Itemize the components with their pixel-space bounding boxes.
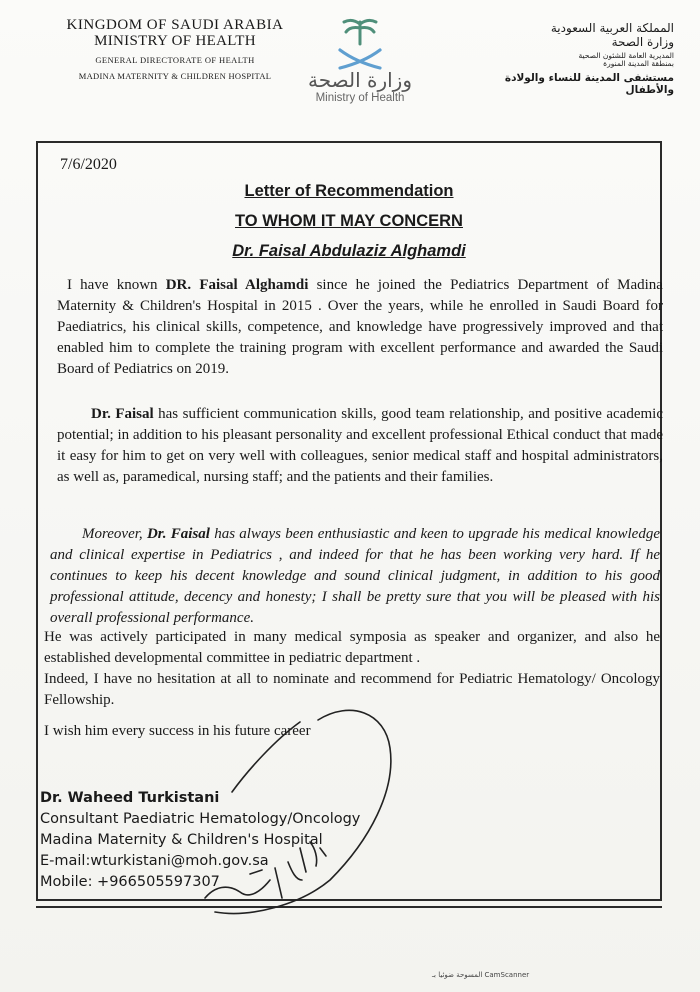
paragraph-2-text: has sufficient communication skills, good team relationship, and positive academic potential; in addition to his pleasant personality and excellent professional Ethical conduct that made it easy for him to get on very well with colleagues, senior medical staff and hospital administrators, as well as, paramedical, nursing staff; and the patients and their families.	[57, 406, 663, 485]
paragraph-1-text: since he joined the Pediatrics Department of Madina Maternity & Children's Hospital in 2015 . Over the years, while he enrolled in Saudi Board for Paediatrics, his clinical skills, competence, and knowledge have progressively improved and that enabled him to complete the training program with excellent performance and awarded the Saudi Board of Pediatrics on 2019.	[57, 277, 663, 377]
scanner-watermark: المسوحة ضوئيا بـ CamScanner	[432, 971, 530, 979]
hospital-name-arabic: مستشفى المدينة للنساء والولادة والأطفال	[504, 71, 674, 96]
signatory-mobile: Mobile: +966505597307	[40, 874, 220, 890]
signatory-name: Dr. Waheed Turkistani	[40, 790, 220, 806]
kingdom-name-arabic: المملكة العربية السعودية	[550, 21, 674, 35]
bottom-rule	[36, 906, 662, 908]
ministry-name-arabic: وزارة الصحة	[611, 34, 674, 49]
letterhead-english	[40, 18, 310, 81]
paragraph-3-intro: Moreover,	[82, 526, 147, 542]
hospital-name: MADINA MATERNITY & CHILDREN HOSPITAL	[78, 71, 272, 82]
paragraph-1-intro: I have known	[67, 277, 166, 293]
palm-swords-logo-icon	[328, 14, 392, 72]
letterhead-arabic	[474, 22, 674, 96]
paragraph-6: I wish him every success in his future career	[44, 723, 311, 739]
paragraph-3	[50, 524, 660, 629]
ministry-name: MINISTRY OF HEALTH	[94, 32, 256, 49]
paragraph-3-text: has always been enthusiastic and keen to upgrade his medical knowledge and clinical expertise in Pediatrics , and indeed for that he has been working very hard. If he continues to keep his decent knowledge and sound clinical judgment, in addition to his good professional attitude, decency and honesty; I shall be pretty sure that you will be pleased with his overall professional performance.	[50, 526, 660, 626]
signatory-email: E-mail:wturkistani@moh.gov.sa	[40, 853, 269, 869]
ministry-logo	[305, 14, 415, 124]
letter-date: 7/6/2020	[60, 156, 117, 173]
region-name-arabic: بمنطقة المدينة المنورة	[603, 59, 674, 69]
logo-arabic-text: وزارة الصحة	[308, 68, 412, 92]
paragraph-4: He was actively participated in many medical symposia as speaker and organizer, and also he established developmental committee in pediatric department .	[44, 629, 660, 666]
paragraph-2-name: Dr. Faisal	[91, 406, 154, 422]
paragraph-3-name: Dr. Faisal	[146, 526, 210, 542]
doctor-name-heading: Dr. Faisal Abdulaziz Alghamdi	[232, 242, 466, 260]
kingdom-name: KINGDOM OF SAUDI ARABIA	[66, 17, 284, 33]
directorate-name: GENERAL DIRECTORATE OF HEALTH	[95, 54, 255, 65]
paragraph-1-name: DR. Faisal Alghamdi	[165, 277, 309, 293]
paragraph-5: Indeed, I have no hesitation at all to nominate and recommend for Pediatric Hematology/ Oncology Fellowship.	[44, 671, 660, 708]
logo-english-text: Ministry of Health	[315, 92, 405, 104]
directorate-name-arabic: المديرية العامة للشئون الصحية	[578, 50, 674, 60]
letter-subtitle: TO WHOM IT MAY CONCERN	[235, 212, 463, 230]
letter-title: Letter of Recommendation	[244, 182, 454, 200]
signatory-position: Consultant Paediatric Hematology/Oncology	[40, 811, 361, 827]
signatory-hospital: Madina Maternity & Children's Hospital	[40, 832, 323, 848]
signature-block	[40, 788, 360, 893]
paragraph-2	[57, 404, 663, 488]
paragraph-1	[57, 275, 663, 380]
